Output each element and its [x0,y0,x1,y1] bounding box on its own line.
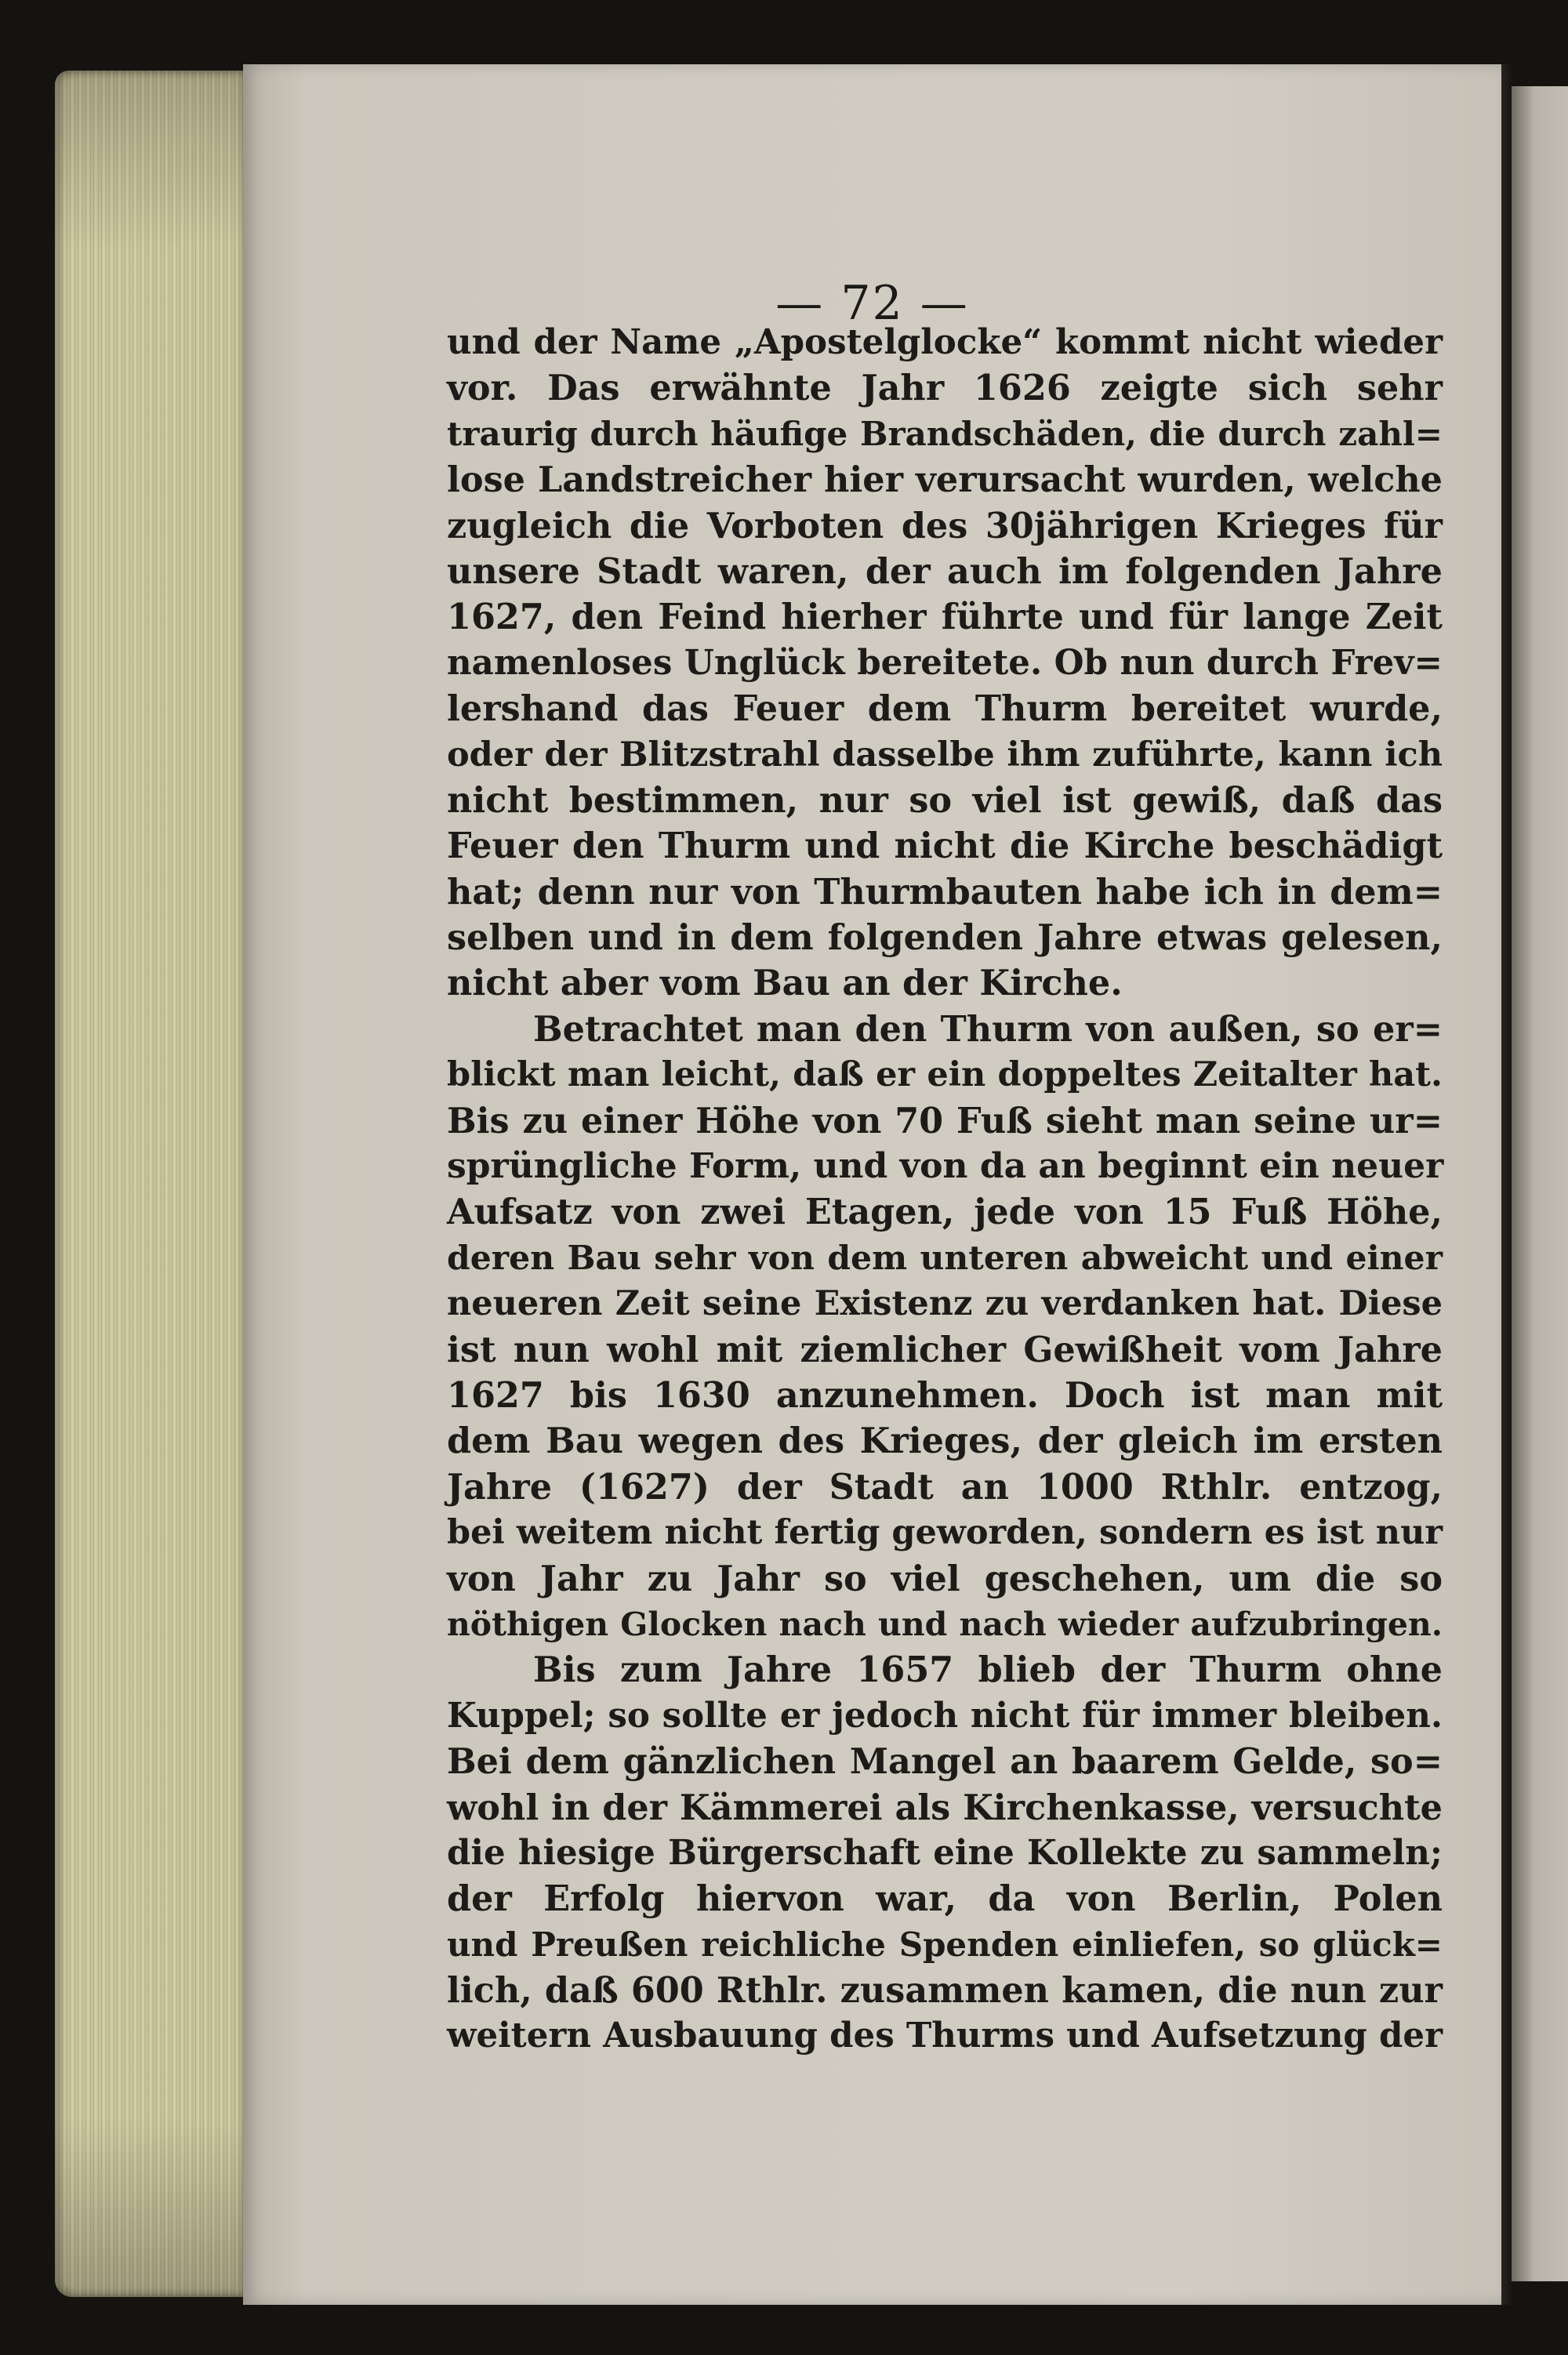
text-line: selben und in dem folgenden Jahre etwas gelesen, [447,917,1443,959]
text-line: die hiesige Bürgerschaft eine Kollekte zu sammeln; [447,1832,1443,1873]
text-line: 1627, den Feind hierher führte und für lange Zeit [447,597,1443,638]
text-line: weitern Ausbauung des Thurms und Aufsetzung der [447,2016,1443,2056]
text-line: dem Bau wegen des Krieges, der gleich im ersten [447,1421,1443,1462]
text-line: 1627 bis 1630 anzunehmen. Doch ist man mit [447,1374,1443,1416]
text-line: der Erfolg hiervon war, da von Berlin, Polen [447,1878,1443,1920]
page-number: — 72 — [775,276,969,331]
text-line: oder der Blitzstrahl dasselbe ihm zuführte, kann ich [447,735,1443,775]
text-line: Aufsatz von zwei Etagen, jede von 15 Fuß Höhe, [447,1192,1443,1233]
text-line: lershand das Feuer dem Thurm bereitet wurde, [447,688,1443,730]
text-line: und der Name „Apostelglocke“ kommt nicht wieder [447,322,1443,362]
text-line: wohl in der Kämmerei als Kirchenkasse, versuchte [447,1787,1443,1828]
text-line: unsere Stadt waren, der auch im folgenden Jahre [447,550,1443,592]
text-line: sprüngliche Form, und von da an beginnt ein neuer [447,1146,1444,1187]
text-line: ist nun wohl mit ziemlicher Gewißheit vom Jahre [447,1329,1443,1370]
text-line: traurig durch häufige Brandschäden, die durch zahl= [447,414,1443,453]
text-line: Bei dem gänzlichen Mangel an baarem Gelde, so= [447,1741,1443,1783]
text-line: lich, daß 600 Rthlr. zusammen kamen, die nun zur [447,1970,1443,2012]
text-line: zugleich die Vorboten des 30jährigen Krieges für [447,505,1443,546]
text-line: und Preußen reichliche Spenden einliefen, so glück= [447,1925,1443,1964]
text-line: lose Landstreicher hier verursacht wurden, welche [447,459,1443,501]
text-line: bei weitem nicht fertig geworden, sondern es ist nur [447,1513,1443,1553]
text-line: neueren Zeit seine Existenz zu verdanken hat. Diese [447,1284,1443,1324]
body-text [447,320,1443,2059]
text-line: hat; denn nur von Thurmbauten habe ich in dem= [447,871,1443,913]
paragraph-end-line: nöthigen Glocken nach und nach wieder aufzubringen. [447,1605,1443,1643]
text-line: namenloses Unglück bereitete. Ob nun durch Frev= [447,642,1443,683]
text-line: deren Bau sehr von dem unteren abweicht und einer [447,1238,1443,1278]
text-line: von Jahr zu Jahr so viel geschehen, um die so [447,1558,1443,1599]
text-line: nicht bestimmen, nur so viel ist gewiß, daß das [447,779,1443,821]
paragraph-start-line: Betrachtet man den Thurm von außen, so er= [533,1008,1443,1050]
paragraph-end-line: nicht aber vom Bau an der Kirche. [447,963,1123,1004]
text-line: Kuppel; so sollte er jedoch nicht für immer bleiben. [447,1695,1443,1736]
text-line: Feuer den Thurm und nicht die Kirche beschädigt [447,826,1443,867]
facing-page-edge [1512,86,1568,2281]
page-edges-shadow [55,71,251,2297]
text-line: blickt man leicht, daß er ein doppeltes Zeitalter hat. [447,1055,1443,1095]
paragraph-start-line: Bis zum Jahre 1657 blieb der Thurm ohne [533,1649,1443,1691]
text-line: vor. Das erwähnte Jahr 1626 zeigte sich sehr [447,368,1443,409]
text-line: Jahre (1627) der Stadt an 1000 Rthlr. entzog, [447,1466,1443,1508]
text-line: Bis zu einer Höhe von 70 Fuß sieht man seine ur= [447,1100,1443,1141]
